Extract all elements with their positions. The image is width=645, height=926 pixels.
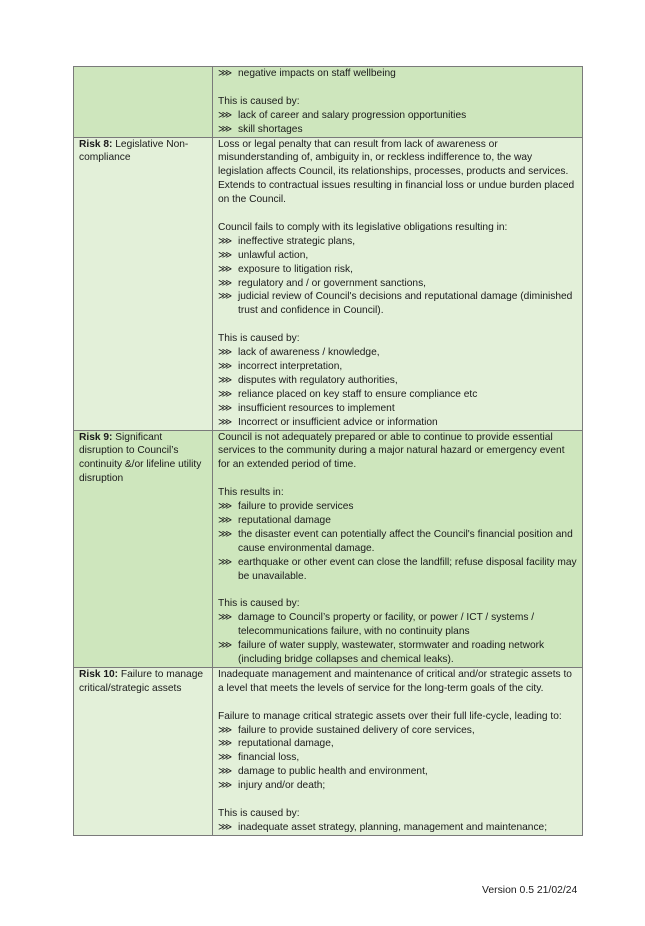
description-paragraph: This is caused by: (218, 807, 300, 819)
description-paragraph: Failure to manage critical strategic assets over their full life-cycle, leading to: (218, 710, 562, 722)
bullet-item (218, 779, 577, 793)
bullet-item (218, 402, 577, 416)
double-chevron-right-icon: ⋙ (218, 556, 233, 568)
bullet-item (218, 388, 577, 402)
bullet-item (218, 556, 577, 584)
double-chevron-right-icon: ⋙ (218, 640, 233, 652)
bullet-text: Incorrect or insufficient advice or information (238, 416, 438, 428)
bullet-text: inadequate asset strategy, planning, management and maintenance; (238, 821, 548, 833)
risk-number-label: Risk 9: (79, 431, 113, 443)
bullet-item (218, 639, 577, 667)
description-paragraph: Council fails to comply with its legislative obligations resulting in: (218, 221, 508, 233)
double-chevron-right-icon: ⋙ (218, 402, 233, 414)
bullet-item (218, 514, 577, 528)
bullet-item (218, 109, 577, 123)
risk-number-label: Risk 8: (79, 138, 113, 150)
bullet-item (218, 737, 577, 751)
double-chevron-right-icon: ⋙ (218, 514, 233, 526)
risk-row-risk7-cont (74, 67, 583, 138)
bullet-item (218, 123, 577, 137)
double-chevron-right-icon: ⋙ (218, 291, 233, 303)
risk-name-cell (74, 67, 213, 138)
bullet-item (218, 751, 577, 765)
double-chevron-right-icon: ⋙ (218, 374, 233, 386)
double-chevron-right-icon: ⋙ (218, 780, 233, 792)
spacer (218, 472, 577, 486)
risk-register-table (73, 66, 583, 836)
bullet-text: financial loss, (238, 752, 300, 764)
description-paragraph: Council is not adequately prepared or able to continue to provide essential services to the community during a major natural hazard or emergency event for an extended period of time. (218, 431, 565, 471)
spacer (218, 81, 577, 95)
spacer (218, 696, 577, 710)
bullet-text: unlawful action, (238, 249, 309, 261)
description-paragraph: Inadequate management and maintenance of critical and/or strategic assets to a level that meets the levels of service for the long-term goals of the city. (218, 668, 572, 694)
spacer (218, 207, 577, 221)
bullet-text: the disaster event can potentially affect the Council's financial position and cause environmental damage. (238, 528, 573, 554)
double-chevron-right-icon: ⋙ (218, 109, 233, 121)
bullet-item (218, 263, 577, 277)
double-chevron-right-icon: ⋙ (218, 766, 233, 778)
bullet-item (218, 416, 577, 430)
bullet-item (218, 277, 577, 291)
double-chevron-right-icon: ⋙ (218, 528, 233, 540)
bullet-text: skill shortages (238, 123, 303, 135)
bullet-text: reputational damage (238, 514, 331, 526)
bullet-item (218, 235, 577, 249)
risk-description-cell (213, 430, 583, 667)
spacer (218, 583, 577, 597)
risk-row-risk10 (74, 667, 583, 835)
bullet-item (218, 500, 577, 514)
double-chevron-right-icon: ⋙ (218, 360, 233, 372)
description-paragraph: Loss or legal penalty that can result from lack of awareness or misunderstanding of, ambiguity in, or reckless indifference to, the way legislation affects Council, its relationships, processes, products and services. Extends to contractual issues resulting in financial loss or undue burden placed on the Council. (218, 138, 575, 206)
bullet-text: injury and/or death; (238, 780, 326, 792)
risk-number-label: Risk 10: (79, 668, 119, 680)
bullet-text: reliance placed on key staff to ensure compliance etc (238, 388, 478, 400)
double-chevron-right-icon: ⋙ (218, 821, 233, 833)
risk-row-risk9 (74, 430, 583, 667)
bullet-text: insufficient resources to implement (238, 402, 395, 414)
bullet-item (218, 290, 577, 318)
bullet-item (218, 765, 577, 779)
bullet-text: ineffective strategic plans, (238, 235, 356, 247)
bullet-text: disputes with regulatory authorities, (238, 374, 398, 386)
bullet-text: reputational damage, (238, 738, 334, 750)
double-chevron-right-icon: ⋙ (218, 612, 233, 624)
description-paragraph: This is caused by: (218, 95, 300, 107)
double-chevron-right-icon: ⋙ (218, 123, 233, 135)
double-chevron-right-icon: ⋙ (218, 416, 233, 428)
bullet-item (218, 724, 577, 738)
bullet-text: failure of water supply, wastewater, stormwater and roading network (including bridge collapses and chemical leaks). (238, 640, 545, 665)
bullet-text: lack of career and salary progression opportunities (238, 109, 467, 121)
double-chevron-right-icon: ⋙ (218, 738, 233, 750)
double-chevron-right-icon: ⋙ (218, 388, 233, 400)
bullet-text: regulatory and / or government sanctions, (238, 277, 427, 289)
description-paragraph: This is caused by: (218, 333, 300, 345)
risk-name-cell (74, 667, 213, 835)
risk-name-cell (74, 137, 213, 430)
double-chevron-right-icon: ⋙ (218, 347, 233, 359)
bullet-item (218, 67, 577, 81)
risk-description-cell (213, 667, 583, 835)
bullet-text: negative impacts on staff wellbeing (238, 68, 396, 79)
bullet-text: exposure to litigation risk, (238, 263, 353, 275)
risk-row-risk8 (74, 137, 583, 430)
risk-name-cell (74, 430, 213, 667)
double-chevron-right-icon: ⋙ (218, 277, 233, 289)
risk-title: Significant disruption to Council’s continuity &/or lifeline utility disruption (79, 431, 202, 485)
description-paragraph: This is caused by: (218, 598, 300, 610)
double-chevron-right-icon: ⋙ (218, 752, 233, 764)
bullet-item (218, 821, 577, 835)
bullet-item (218, 249, 577, 263)
version-footer: Version 0.5 21/02/24 (482, 885, 578, 896)
bullet-text: damage to Council’s property or facility, or power / ICT / systems / telecommunications failure, with no continuity plans (238, 612, 535, 638)
bullet-text: failure to provide sustained delivery of core services, (238, 724, 475, 736)
double-chevron-right-icon: ⋙ (218, 263, 233, 275)
bullet-text: lack of awareness / knowledge, (238, 347, 380, 359)
double-chevron-right-icon: ⋙ (218, 68, 233, 79)
bullet-text: earthquake or other event can close the landfill; refuse disposal facility may be unavailable. (238, 556, 577, 582)
double-chevron-right-icon: ⋙ (218, 235, 233, 247)
bullet-item (218, 360, 577, 374)
spacer (218, 318, 577, 332)
risk-description-cell (213, 137, 583, 430)
bullet-text: judicial review of Council's decisions and reputational damage (diminished trust and confidence in Council). (238, 291, 573, 317)
risk-description-cell (213, 67, 583, 138)
risk-title: Legislative Non-compliance (79, 138, 189, 164)
bullet-item (218, 611, 577, 639)
description-paragraph: This results in: (218, 487, 284, 499)
bullet-text: failure to provide services (238, 501, 354, 513)
bullet-item (218, 374, 577, 388)
bullet-item (218, 528, 577, 556)
double-chevron-right-icon: ⋙ (218, 249, 233, 261)
risk-title: Failure to manage critical/strategic assets (79, 668, 204, 694)
bullet-text: damage to public health and environment, (238, 766, 428, 778)
double-chevron-right-icon: ⋙ (218, 501, 233, 513)
bullet-item (218, 346, 577, 360)
spacer (218, 793, 577, 807)
double-chevron-right-icon: ⋙ (218, 724, 233, 736)
bullet-text: incorrect interpretation, (238, 360, 343, 372)
